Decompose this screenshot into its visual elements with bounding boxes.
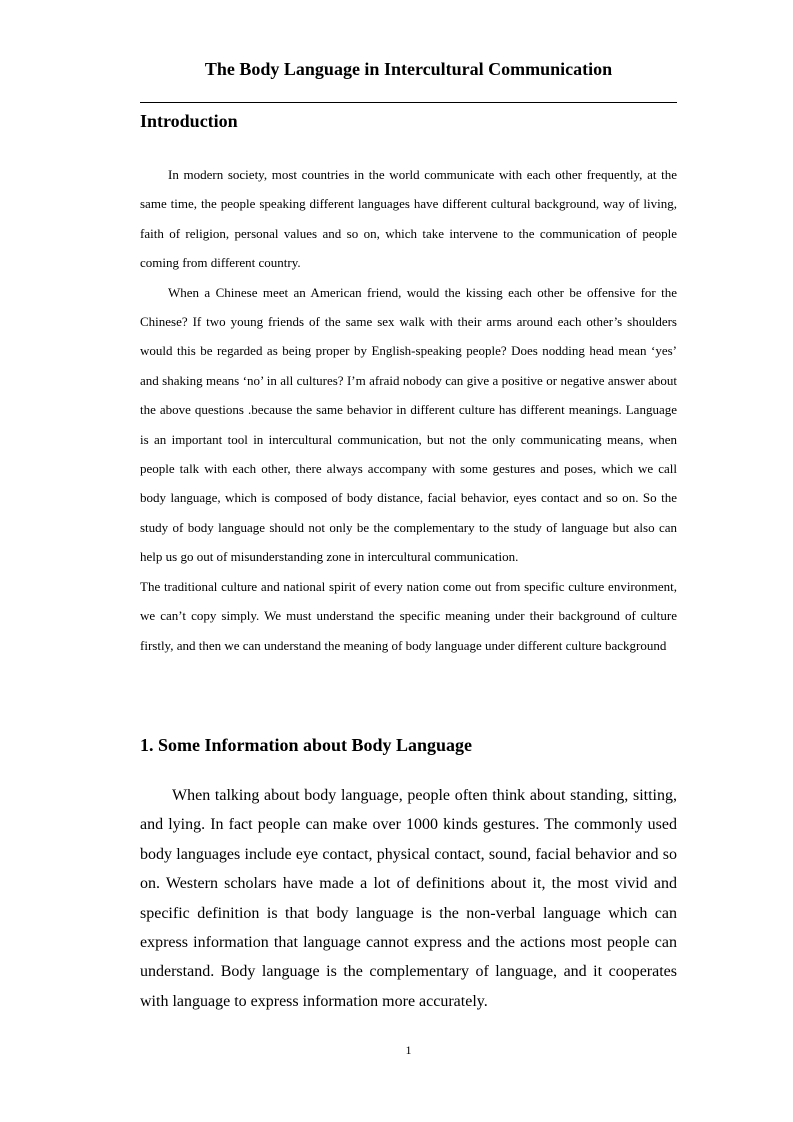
introduction-paragraph-3: The traditional culture and national spirit of every nation come out from specific culture environment, we can’t copy simply. We must understand the specific meaning under their background of culture firstly, and then we can understand the meaning of body language under different culture background: [140, 578, 677, 653]
section-1-heading: 1. Some Information about Body Language: [140, 735, 473, 755]
introduction-heading: Introduction: [140, 111, 238, 131]
page-number: 1: [405, 1043, 412, 1057]
document-page: [140, 0, 677, 1122]
introduction-body: [140, 160, 677, 660]
title-divider: [140, 102, 677, 103]
document-title: The Body Language in Intercultural Communication: [204, 59, 613, 79]
introduction-paragraph-1: In modern society, most countries in the world communicate with each other frequently, at the same time, the people speaking different languages have different cultural background, way of living, faith of religion, personal values and so on, which take intervene to the communication of people coming from different country.: [140, 167, 677, 271]
section-1-paragraph-1: When talking about body language, people often think about standing, sitting, and lying. In fact people can make over 1000 kinds gestures. The commonly used body languages include eye contact, physical contact, sound, facial behavior and so on. Western scholars have made a lot of definitions about it, the most vivid and specific definition is that body language is the non-verbal language which can express information that language cannot express and the actions most people can understand. Body language is the complementary of language, and it cooperates with language to express information more accurately.: [140, 787, 677, 1010]
introduction-paragraph-2: When a Chinese meet an American friend, would the kissing each other be offensive for the Chinese? If two young friends of the same sex walk with their arms around each other’s shoulders would this be regarded as being proper by English-speaking people? Does nodding head mean ‘yes’ and shaking means ‘no’ in all cultures? I’m afraid nobody can give a positive or negative answer about the above questions .because the same behavior in different culture has different meanings. Language is an important tool in intercultural communication, but not the only communicating means, when people talk with each other, there always accompany with some gestures and poses, which we call body language, which is composed of body distance, facial behavior, eyes contact and so on. So the study of body language should not only be the complementary to the study of language but also can help us go out of misunderstanding zone in intercultural communication.: [140, 284, 677, 565]
section-1-body: [140, 781, 677, 1016]
